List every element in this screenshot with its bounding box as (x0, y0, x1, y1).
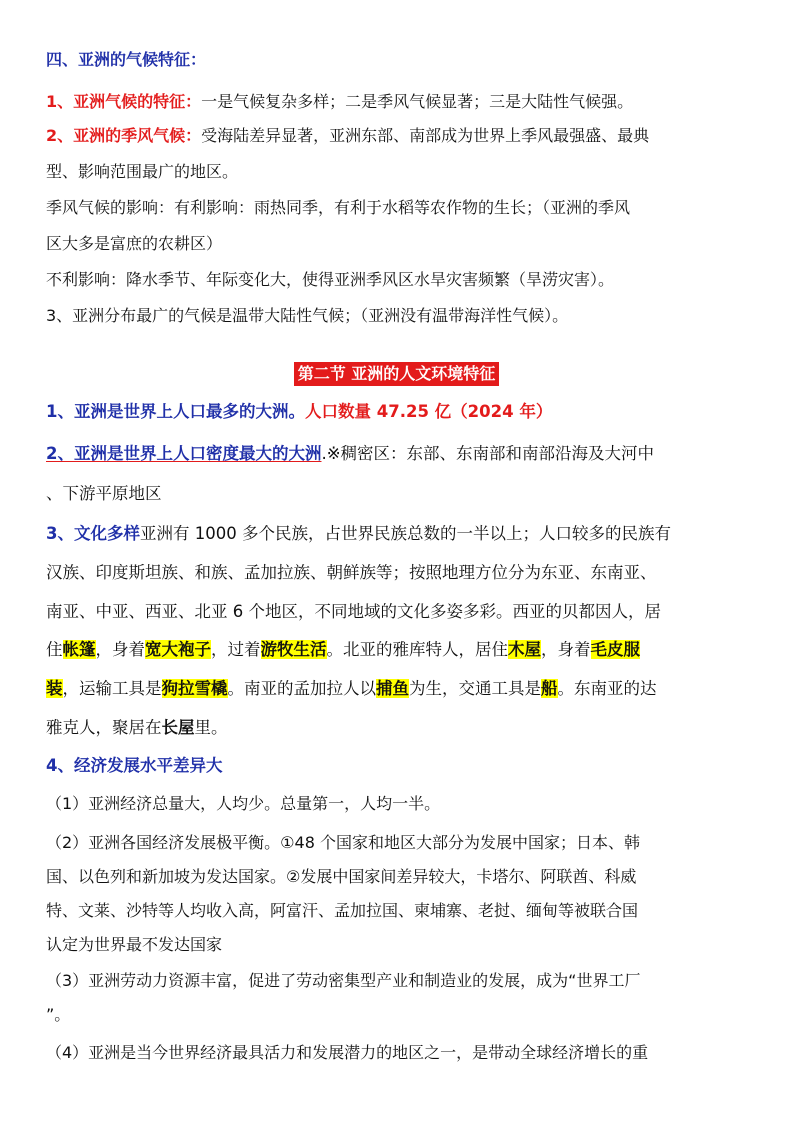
t: 。东南亚的达 (557, 679, 657, 698)
t: ，运输工具是 (62, 679, 162, 698)
item-density-text: .※稠密区：东部、东南部和南部沿海及大河中 (321, 444, 655, 463)
paragraph-monsoon-impact-line1: 季风气候的影响：有利影响：雨热同季，有利于水稻等农作物的生长；（亚洲的季风 (46, 198, 631, 217)
section-banner-wrap (0, 362, 793, 386)
item-most-populous-dot: 。 (288, 402, 305, 421)
economy-point-3-line1: （3）亚洲劳动力资源丰富，促进了劳动密集型产业和制造业的发展，成为“世界工厂 (46, 971, 641, 990)
paragraph-monsoon-impact-line2: 区大多是富庶的农耕区） (46, 234, 223, 253)
highlight-fishing: 捕鱼 (376, 679, 409, 698)
subheading-monsoon: 2、亚洲的季风气候： (46, 126, 202, 145)
economy-point-2-line2: 国、以色列和新加坡为发达国家。②发展中国家间差异较大，卡塔尔、阿联酋、科威 (46, 867, 637, 886)
item-most-populous-head: 1、亚洲是世界上人口最多的大洲 (46, 402, 289, 421)
item-culture-line1 (46, 524, 751, 546)
item-economy-head: 4、经济发展水平差异大 (46, 756, 223, 775)
section-heading-climate: 四、亚洲的气候特征： (46, 50, 207, 69)
paragraph-adverse-impact: 不利影响：降水季节、年际变化大，使得亚洲季风区水旱灾害频繁（旱涝灾害）。 (46, 270, 615, 289)
t: 。北亚的雅库特人，居住 (326, 640, 508, 659)
item-culture-head: 3、文化多样 (46, 524, 140, 543)
highlight-nomadic: 游牧生活 (260, 640, 327, 659)
section-banner: 第二节 亚洲的人文环境特征 (294, 362, 500, 386)
item-density-line2: 、下游平原地区 (46, 484, 162, 503)
subheading-climate-features: 1、亚洲气候的特征： (46, 92, 202, 111)
t: 为生，交通工具是 (409, 679, 541, 698)
economy-point-2-line3: 特、文莱、沙特等人均收入高，阿富汗、孟加拉国、柬埔寨、老挝、缅甸等被联合国 (46, 901, 639, 920)
population-figure: 人口数量 47.25 亿（2024 年） (304, 402, 553, 421)
t: ，身着 (95, 640, 145, 659)
highlight-fur-clothing: 毛皮服 (590, 640, 640, 659)
t: 住 (46, 640, 63, 659)
t: ，身着 (541, 640, 591, 659)
paragraph-climate-features (46, 92, 751, 114)
highlight-dog-sled: 狗拉雪橇 (161, 679, 228, 698)
item-culture-line4 (46, 640, 751, 662)
t: 里。 (194, 718, 228, 737)
highlight-robe: 宽大袍子 (145, 640, 211, 659)
economy-point-3-line2: ”。 (46, 1005, 71, 1024)
item-density-line1 (46, 444, 751, 466)
item-density-head: 2、亚洲是世界上人口密度最大的大洲 (46, 444, 322, 463)
economy-point-1: （1）亚洲经济总量大，人均少。总量第一，人均一半。 (46, 794, 441, 813)
text-climate-features: 一是气候复杂多样；二是季风气候显著；三是大陆性气候强。 (201, 92, 634, 111)
item-culture-line5 (46, 679, 751, 701)
item-culture-text1: 亚洲有 1000 多个民族，占世界民族总数的一半以上；人口较多的民族有 (139, 524, 671, 543)
bold-longhouse: 长屋 (161, 718, 195, 737)
text-monsoon-1: 受海陆差异显著，亚洲东部、南部成为世界上季风最强盛、最典 (201, 126, 650, 145)
t: 。南亚的孟加拉人以 (227, 679, 376, 698)
paragraph-monsoon-line2: 型、影响范围最广的地区。 (46, 162, 239, 181)
item-culture-line2: 汉族、印度斯坦族、和族、孟加拉族、朝鲜族等；按照地理方位分为东亚、东南亚、 (46, 563, 657, 582)
economy-point-2-line4: 认定为世界最不发达国家 (46, 935, 223, 954)
highlight-fur-clothing-end: 装 (46, 679, 63, 698)
item-culture-line3: 南亚、中亚、西亚、北亚 6 个地区，不同地域的文化多姿多彩。西亚的贝都因人，居 (46, 602, 661, 621)
item-most-populous (46, 402, 751, 424)
economy-point-4-line1: （4）亚洲是当今世界经济最具活力和发展潜力的地区之一，是带动全球经济增长的重 (46, 1043, 649, 1062)
highlight-tent: 帐篷 (62, 640, 96, 659)
t: 雅克人，聚居在 (46, 718, 162, 737)
t: ，过着 (211, 640, 261, 659)
item-culture-line6 (46, 718, 751, 740)
highlight-boat: 船 (541, 679, 558, 698)
paragraph-widest-climate: 3、亚洲分布最广的气候是温带大陆性气候；（亚洲没有温带海洋性气候）。 (46, 306, 569, 325)
paragraph-monsoon-line1 (46, 126, 751, 148)
highlight-wooden-house: 木屋 (508, 640, 541, 659)
economy-point-2-line1: （2）亚洲各国经济发展极平衡。①48 个国家和地区大部分为发展中国家；日本、韩 (46, 833, 640, 852)
